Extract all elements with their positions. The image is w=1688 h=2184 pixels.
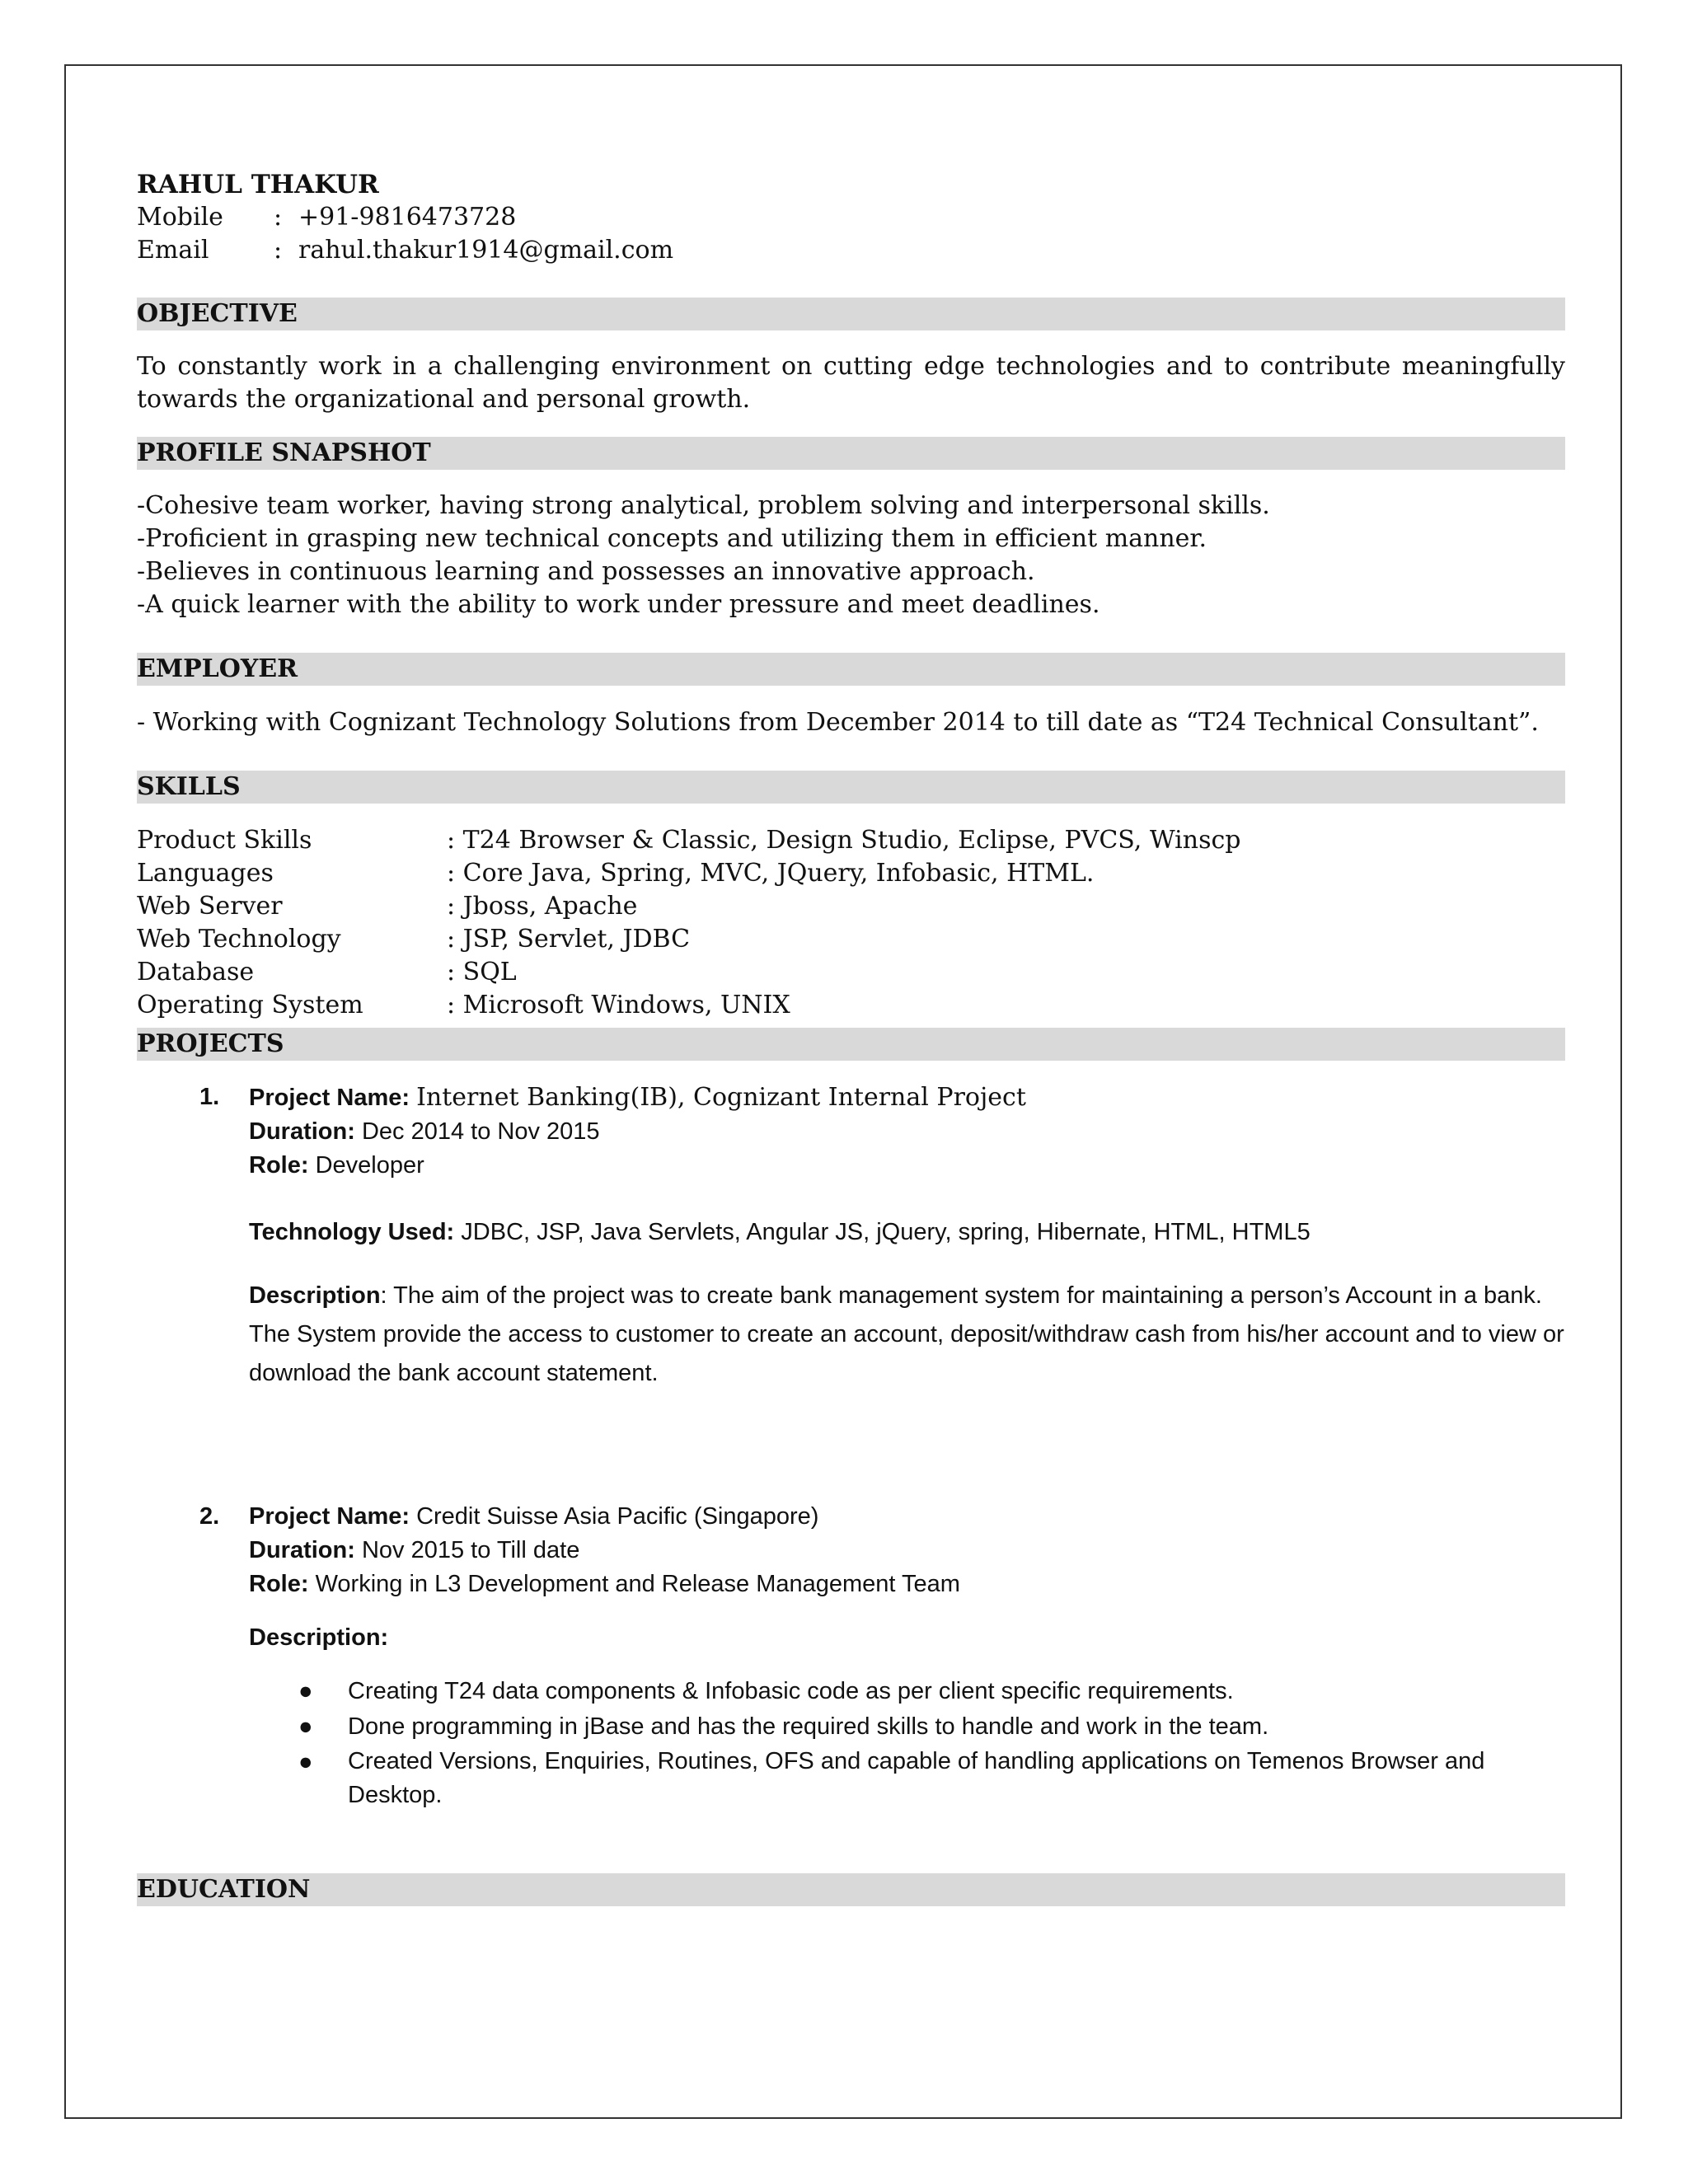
skill-key: Web Technology (137, 925, 341, 954)
employer-heading: EMPLOYER (137, 653, 1565, 686)
project-name-label: Project Name: (249, 1503, 410, 1530)
project-name: Internet Banking(IB), Cognizant Internal Project (416, 1083, 1026, 1112)
email-row (137, 234, 1565, 267)
skills-table (137, 824, 1565, 1022)
objective-text: To constantly work in a challenging environment on cutting edge technologies and to contribute meaningfully towards the organizational and personal growth. (137, 352, 1565, 414)
skill-key: Product Skills (137, 826, 312, 855)
project-tech-row (249, 1216, 1565, 1249)
description-label: Description: (249, 1624, 389, 1651)
project-body (249, 1500, 1565, 1812)
skills-heading: SKILLS (137, 771, 1565, 804)
skill-value: : Microsoft Windows, UNIX (447, 991, 790, 1019)
duration-value: Nov 2015 to Till date (361, 1537, 580, 1563)
role-label: Role: (249, 1152, 309, 1179)
skill-row (137, 890, 1565, 923)
project-1 (137, 1080, 1565, 1393)
skill-row (137, 923, 1565, 956)
project-number: 1. (199, 1084, 220, 1110)
duration-value: Dec 2014 to Nov 2015 (361, 1118, 600, 1145)
project-name-label: Project Name: (249, 1085, 410, 1111)
duration-label: Duration: (249, 1118, 355, 1145)
profile-list (137, 490, 1565, 621)
skill-key: Operating System (137, 991, 363, 1019)
bullet-text: Done programming in jBase and has the required skills to handle and work in the team. (348, 1713, 1269, 1740)
description-label: Description (249, 1282, 381, 1309)
email-value: rahul.thakur1914@gmail.com (298, 236, 674, 265)
description-text: : The aim of the project was to create bank management system for maintaining a person’s Account in a bank. The System provide the access to customer to create an account, deposit/withdraw cash from his/her account and to view or download the bank account statement. (249, 1282, 1564, 1386)
project-duration-row (249, 1534, 1565, 1568)
skill-value: : Jboss, Apache (447, 892, 638, 921)
profile-heading: PROFILE SNAPSHOT (137, 437, 1565, 470)
objective-heading: OBJECTIVE (137, 298, 1565, 330)
tech-value: JDBC, JSP, Java Servlets, Angular JS, jQuery, spring, Hibernate, HTML, HTML5 (461, 1219, 1311, 1245)
role-label: Role: (249, 1571, 309, 1597)
education-heading: EDUCATION (137, 1873, 1565, 1906)
skill-key: Languages (137, 859, 274, 888)
profile-line: -A quick learner with the ability to work under pressure and meet deadlines. (137, 590, 1100, 619)
resume-content (137, 168, 1565, 1906)
skill-row (137, 956, 1565, 989)
description-bullets (249, 1674, 1565, 1812)
skill-value: : SQL (447, 958, 517, 987)
profile-line: -Cohesive team worker, having strong analytical, problem solving and interpersonal skills. (137, 491, 1270, 520)
project-2 (137, 1500, 1565, 1812)
bullet-text: Creating T24 data components & Infobasic code as per client specific requirements. (348, 1678, 1234, 1704)
project-description (249, 1277, 1565, 1393)
list-item (249, 1709, 1565, 1745)
list-item (249, 1745, 1565, 1812)
project-role-row (249, 1568, 1565, 1601)
projects-heading: PROJECTS (137, 1028, 1565, 1061)
skill-value: : JSP, Servlet, JDBC (447, 925, 691, 954)
list-item (249, 1674, 1565, 1709)
mobile-row (137, 201, 1565, 234)
mobile-value: +91-9816473728 (298, 203, 517, 232)
employer-text: - Working with Cognizant Technology Solutions from December 2014 to till date as “T24 Technical Consultant”. (137, 708, 1539, 737)
candidate-name: RAHUL THAKUR (137, 170, 379, 199)
bullet-icon: ● (298, 1678, 313, 1704)
mobile-label: Mobile (137, 203, 223, 232)
role-value: Developer (315, 1152, 424, 1179)
skill-row (137, 824, 1565, 857)
mobile-separator: : (274, 203, 283, 232)
skill-value: : Core Java, Spring, MVC, JQuery, Infobasic, HTML. (447, 859, 1095, 888)
project-duration-row (249, 1115, 1565, 1149)
project-number: 2. (199, 1503, 220, 1530)
bullet-icon: ● (298, 1749, 313, 1775)
project-name: Credit Suisse Asia Pacific (Singapore) (416, 1503, 819, 1530)
project-role-row (249, 1149, 1565, 1183)
bullet-text: Created Versions, Enquiries, Routines, OFS and capable of handling applications on Temenos Browser and Desktop. (348, 1748, 1485, 1808)
bullet-icon: ● (298, 1713, 313, 1740)
skill-key: Database (137, 958, 255, 987)
skill-value: : T24 Browser & Classic, Design Studio, Eclipse, PVCS, Winscp (447, 826, 1241, 855)
project-body (249, 1080, 1565, 1393)
email-label: Email (137, 236, 209, 265)
email-separator: : (274, 236, 283, 265)
project-name-row (249, 1500, 1565, 1534)
profile-line: -Believes in continuous learning and possesses an innovative approach. (137, 557, 1035, 586)
profile-line: -Proficient in grasping new technical concepts and utilizing them in efficient manner. (137, 524, 1207, 553)
duration-label: Duration: (249, 1537, 355, 1563)
role-value: Working in L3 Development and Release Management Team (315, 1571, 960, 1597)
skill-row (137, 989, 1565, 1022)
skill-key: Web Server (137, 892, 283, 921)
skill-row (137, 857, 1565, 890)
project-name-row (249, 1080, 1565, 1115)
tech-label: Technology Used: (249, 1219, 455, 1245)
